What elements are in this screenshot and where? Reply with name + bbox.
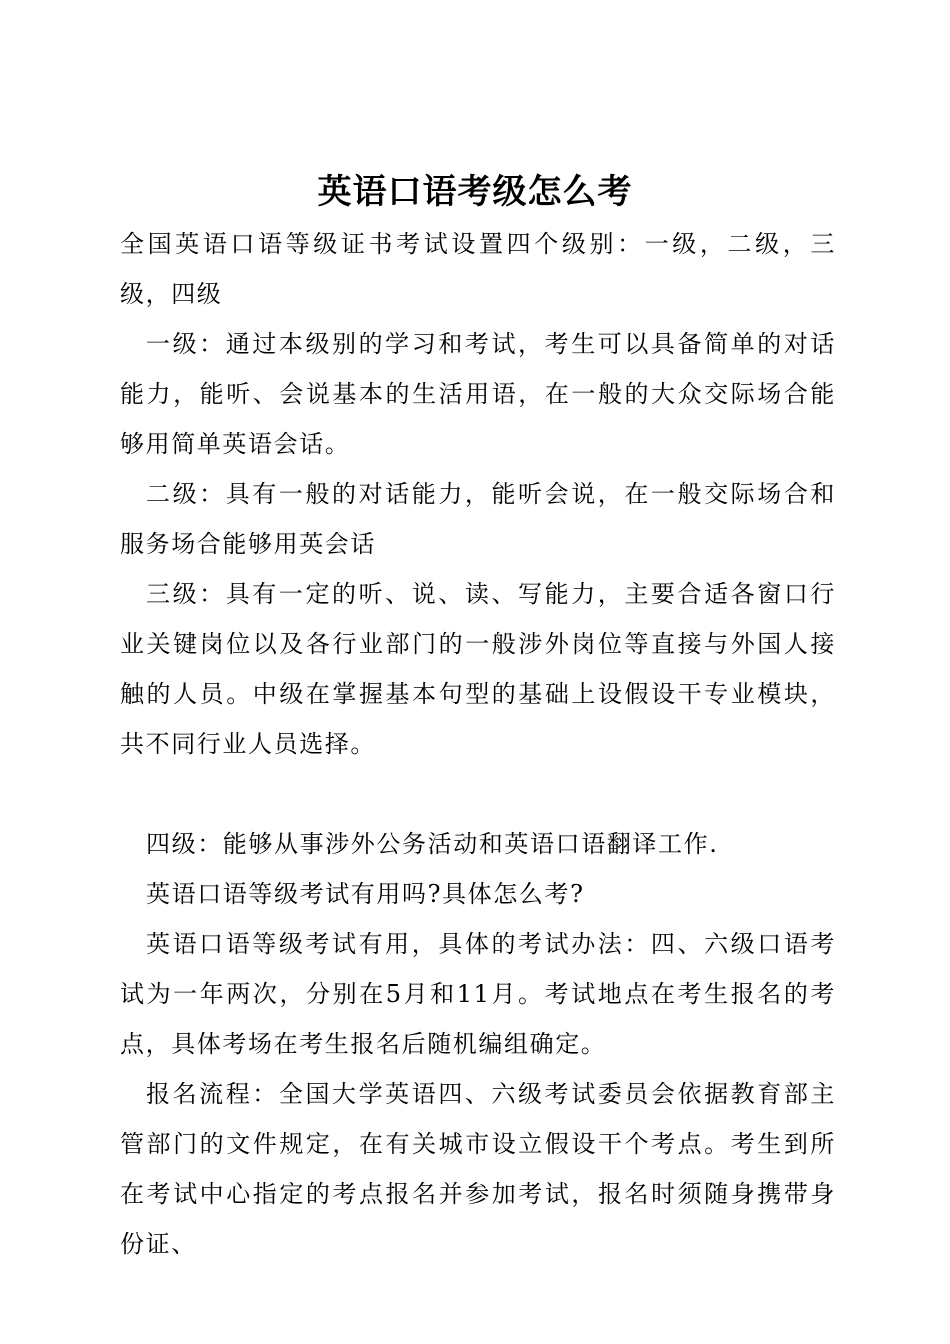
paragraph-spacer (120, 769, 836, 819)
registration-paragraph: 报名流程：全国大学英语四、六级考试委员会依据教育部主管部门的文件规定，在有关城市设立假设干个考点。考生到所在考试中心指定的考点报名并参加考试，报名时须随身携带身份证、 (120, 1080, 836, 1258)
level-four-paragraph: 四级：能够从事涉外公务活动和英语口语翻译工作. (146, 830, 719, 858)
document-body (120, 219, 836, 1269)
document-title: 英语口语考级怎么考 (317, 171, 633, 212)
level-two-paragraph: 二级：具有一般的对话能力，能听会说，在一般交际场合和服务场合能够用英会话 (120, 480, 836, 558)
exam-method-paragraph: 英语口语等级考试有用，具体的考试办法：四、六级口语考试为一年两次，分别在5月和11月。考试地点在考生报名的考点，具体考场在考生报名后随机编组确定。 (120, 930, 836, 1058)
level-one-paragraph: 一级：通过本级别的学习和考试，考生可以具备简单的对话能力，能听、会说基本的生活用语，在一般的大众交际场合能够用简单英语会话。 (120, 330, 836, 458)
question-paragraph: 英语口语等级考试有用吗?具体怎么考? (146, 880, 585, 908)
intro-paragraph: 全国英语口语等级证书考试设置四个级别：一级，二级，三级，四级 (120, 230, 836, 308)
level-three-paragraph: 三级：具有一定的听、说、读、写能力，主要合适各窗口行业关键岗位以及各行业部门的一般涉外岗位等直接与外国人接触的人员。中级在掌握基本句型的基础上设假设干专业模块，共不同行业人员选择。 (120, 580, 836, 758)
